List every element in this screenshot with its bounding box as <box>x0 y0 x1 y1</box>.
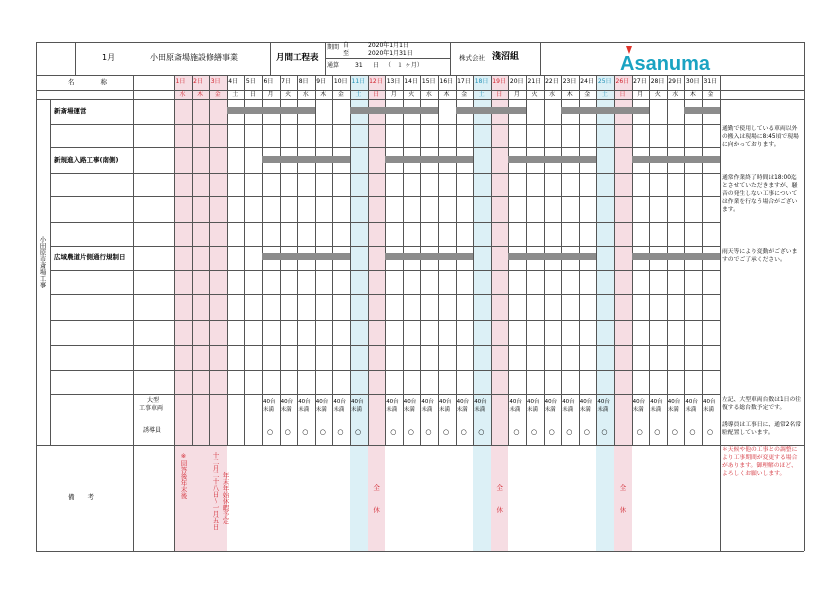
weekday-label: 月 <box>267 90 274 98</box>
closed-note: 全休 <box>618 484 627 529</box>
day-divider <box>667 75 668 445</box>
truck-count: 未満 <box>562 407 574 413</box>
day-divider <box>315 75 316 445</box>
weekday-label: 土 <box>478 90 485 98</box>
weekday-label: 木 <box>197 90 204 98</box>
row-divider <box>50 294 720 295</box>
day-divider <box>244 75 245 445</box>
to-label: 至 <box>343 50 350 57</box>
schedule-bar <box>632 156 720 163</box>
weekday-label: 金 <box>584 90 591 98</box>
day-number: 23日 <box>562 78 577 85</box>
truck-count: 未満 <box>474 407 486 413</box>
day-divider <box>579 75 580 445</box>
day-divider <box>632 75 633 445</box>
day-number: 11日 <box>351 78 366 85</box>
period-label: 期間 <box>327 44 340 51</box>
truck-count: 未満 <box>315 407 327 413</box>
side-note: 通勤で使用している車両以外の搬入は現場に8:45頃で現場に向かっております。 <box>722 126 799 148</box>
day-number: 16日 <box>439 78 454 85</box>
day-number: 31日 <box>703 78 718 85</box>
guard-mark: ○ <box>425 428 432 436</box>
truck-count: 40台 <box>544 399 558 405</box>
day-number: 20日 <box>509 78 524 85</box>
guard-mark: ○ <box>319 428 326 436</box>
border <box>804 42 805 551</box>
truck-count: 40台 <box>597 399 610 405</box>
truck-count: 未満 <box>333 407 345 413</box>
logo-mark-icon <box>618 44 738 74</box>
truck-count: 未満 <box>703 407 715 413</box>
day-number: 9日 <box>316 78 327 85</box>
day-divider <box>368 75 369 445</box>
side-note: 左記、大型車両台数は1日の往復する総台数予定です。 <box>722 397 802 411</box>
schedule-bar <box>508 156 596 163</box>
guard-mark: ○ <box>636 428 643 436</box>
day-number: 18日 <box>474 78 489 85</box>
truck-count: 40台 <box>667 399 681 405</box>
row-divider <box>50 222 720 223</box>
day-divider <box>403 75 404 445</box>
weekday-label: 木 <box>689 90 696 98</box>
divider <box>270 42 271 75</box>
guard-mark: ○ <box>460 428 467 436</box>
day-number: 15日 <box>421 78 436 85</box>
truck-count: 40台 <box>650 399 663 405</box>
from-date: 2020年1月1日 <box>368 42 409 49</box>
day-number: 8日 <box>298 78 309 85</box>
border <box>36 42 804 43</box>
guard-mark: ○ <box>302 428 309 436</box>
guard-mark: ○ <box>513 428 520 436</box>
day-divider <box>192 75 193 445</box>
weekday-label: 日 <box>249 90 256 98</box>
day-number: 10日 <box>333 78 348 85</box>
truck-count: 未満 <box>544 407 556 413</box>
row-divider <box>50 147 720 148</box>
guard-mark: ○ <box>531 428 538 436</box>
schedule-bar <box>385 156 473 163</box>
day-divider <box>544 75 545 445</box>
day-divider <box>684 75 685 445</box>
day-number: 14日 <box>404 78 418 85</box>
truck-count: 未満 <box>298 407 310 413</box>
schedule-bar <box>561 107 649 114</box>
weekday-label: 木 <box>320 90 327 98</box>
guard-mark: ○ <box>355 428 362 436</box>
truck-count: 40台 <box>403 399 417 405</box>
schedule-bar <box>262 253 350 260</box>
day-divider <box>262 75 263 445</box>
truck-count: 40台 <box>579 399 593 405</box>
divider <box>36 445 804 446</box>
schedule-row-label: 新規進入路工事(南側) <box>54 156 119 164</box>
guard-mark: ○ <box>583 428 590 436</box>
side-note: ＊天候や他の工事との調整により工事期間が変更する場合があります。御理解のほど、よろしくお願いします。 <box>722 447 798 477</box>
day-number: 21日 <box>527 78 542 85</box>
truck-count: 40台 <box>474 399 487 405</box>
truck-count: 未満 <box>421 407 433 413</box>
weekday-label: 木 <box>443 90 450 98</box>
truck-count: 40台 <box>632 399 646 405</box>
guard-mark: ○ <box>671 428 678 436</box>
day-divider <box>614 75 615 445</box>
row-divider <box>50 345 720 346</box>
guard-row-label: 誘導員 <box>143 427 162 434</box>
weekday-label: 水 <box>302 90 309 98</box>
newyear-note: 年末年始休暇予定 <box>221 472 230 524</box>
day-number: 12日 <box>369 78 383 85</box>
total-label: 通算 <box>327 62 340 69</box>
day-divider <box>209 75 210 445</box>
weekday-label: 水 <box>179 90 186 98</box>
side-note: 誘導員は工事日に、通常2名常駐配置しています。 <box>722 422 802 436</box>
truck-count: 未満 <box>386 407 398 413</box>
divider <box>540 42 541 75</box>
schedule-bar <box>456 107 526 114</box>
weekday-label: 金 <box>214 90 221 98</box>
day-divider <box>508 75 509 445</box>
truck-count: 40台 <box>685 399 698 405</box>
truck-count: 40台 <box>562 399 575 405</box>
newyear-note: 十二月二十八日～一月五日 <box>211 452 220 530</box>
project-name: 小田原斎場施設修繕事業 <box>150 53 238 62</box>
weekday-label: 土 <box>232 90 239 98</box>
truck-count: 未満 <box>650 407 662 413</box>
day-divider <box>420 75 421 445</box>
schedule-bar <box>508 253 596 260</box>
day-divider <box>526 75 527 445</box>
total-days: 31 <box>355 62 363 69</box>
day-divider <box>649 75 650 445</box>
truck-row-label: 工事車両 <box>139 405 164 412</box>
to-date: 2020年1月31日 <box>368 50 413 57</box>
truck-count: 未満 <box>509 407 521 413</box>
weekday-label: 日 <box>619 90 626 98</box>
truck-count: 40台 <box>263 399 276 405</box>
side-note: 雨天等により変動がございますのでご了承ください。 <box>722 249 798 263</box>
day-number: 26日 <box>615 78 630 85</box>
day-divider <box>702 75 703 445</box>
truck-count: 40台 <box>333 399 346 405</box>
doc-title: 月間工程表 <box>276 53 319 63</box>
day-number: 22日 <box>545 78 559 85</box>
day-divider <box>561 75 562 445</box>
guard-mark: ○ <box>284 428 291 436</box>
guard-mark: ○ <box>267 428 274 436</box>
weekday-label: 土 <box>355 90 362 98</box>
day-number: 7日 <box>281 78 291 85</box>
truck-count: 未満 <box>456 407 468 413</box>
truck-count: 未満 <box>685 407 697 413</box>
row-divider <box>50 370 720 371</box>
day-number: 17日 <box>457 78 471 85</box>
weekday-label: 土 <box>601 90 608 98</box>
weekday-label: 金 <box>707 90 714 98</box>
day-divider <box>596 75 597 445</box>
truck-count: 未満 <box>403 407 415 413</box>
day-divider <box>350 75 351 445</box>
day-number: 5日 <box>245 78 256 85</box>
guard-mark: ○ <box>337 428 344 436</box>
guard-mark: ○ <box>407 428 414 436</box>
from-label: 自 <box>343 42 350 49</box>
row-divider <box>50 270 720 271</box>
remarks-label: 備 考 <box>68 493 94 501</box>
weekday-label: 火 <box>285 90 292 98</box>
guard-mark: ○ <box>707 428 714 436</box>
truck-count: 40台 <box>509 399 522 405</box>
closed-note: 全休 <box>495 484 504 529</box>
schedule-bar <box>385 253 473 260</box>
truck-count: 40台 <box>456 399 470 405</box>
day-number: 25日 <box>597 78 612 85</box>
divider <box>450 42 451 75</box>
truck-count: 40台 <box>703 399 716 405</box>
day-number: 3日 <box>210 78 221 85</box>
guard-mark: ○ <box>548 428 555 436</box>
schedule-bar <box>262 156 350 163</box>
truck-count: 40台 <box>386 399 399 405</box>
guard-mark: ○ <box>443 428 450 436</box>
weekday-label: 月 <box>637 90 644 98</box>
row-divider <box>50 394 720 395</box>
day-number: 2日 <box>193 78 203 85</box>
row-divider <box>50 124 720 125</box>
logo-text: Asanuma <box>620 53 711 74</box>
schedule-row-label: 新斎場運営 <box>54 107 87 115</box>
weekday-label: 金 <box>337 90 344 98</box>
day-divider <box>280 75 281 445</box>
weekday-label: 金 <box>461 90 468 98</box>
day-divider <box>456 75 457 445</box>
truck-count: 40台 <box>421 399 434 405</box>
guard-mark: ○ <box>390 428 397 436</box>
day-number: 27日 <box>633 78 647 85</box>
row-divider <box>50 173 720 174</box>
day-number: 6日 <box>263 78 274 85</box>
truck-count: 40台 <box>280 399 294 405</box>
border <box>36 42 37 551</box>
weekday-label: 木 <box>566 90 573 98</box>
day-number: 4日 <box>228 78 239 85</box>
truck-count: 未満 <box>527 407 539 413</box>
day-number: 19日 <box>492 78 506 85</box>
schedule-row-label: 広域農道片側通行規制日 <box>54 253 126 261</box>
day-number: 29日 <box>668 78 682 85</box>
day-number: 28日 <box>650 78 665 85</box>
day-number: 13日 <box>386 78 401 85</box>
day-divider <box>297 75 298 445</box>
day-divider <box>438 75 439 445</box>
weekday-label: 日 <box>496 90 503 98</box>
company-name: 淺沼組 <box>492 52 520 62</box>
months-label: （ １ ヶ月） <box>385 62 423 69</box>
guard-mark: ○ <box>478 428 485 436</box>
day-number: 24日 <box>580 78 594 85</box>
side-note: 通常作業終了時間は18:00迄とさせていただきますが、騒音の発生しない工事については作業を行なう場合がございます。 <box>722 175 798 213</box>
weekday-label: 月 <box>390 90 397 98</box>
truck-count: 40台 <box>527 399 540 405</box>
name-header: 名 称 <box>68 78 107 86</box>
day-divider <box>332 75 333 445</box>
weekday-label: 火 <box>654 90 661 98</box>
month-label: 1月 <box>102 53 116 62</box>
guard-mark: ○ <box>654 428 661 436</box>
divider <box>720 75 721 551</box>
schedule-bar <box>684 107 719 114</box>
row-divider <box>50 196 720 197</box>
truck-count: 未満 <box>579 407 591 413</box>
schedule-bar <box>227 107 315 114</box>
day-divider <box>385 75 386 445</box>
truck-count: 40台 <box>439 399 452 405</box>
newyear-note: ※回答後年末後 <box>179 452 188 499</box>
row-divider <box>50 320 720 321</box>
day-number: 1日 <box>175 78 186 85</box>
weekday-label: 月 <box>513 90 520 98</box>
row-divider <box>50 246 720 247</box>
weekday-label: 水 <box>549 90 556 98</box>
guard-mark: ○ <box>566 428 573 436</box>
weekday-label: 水 <box>425 90 432 98</box>
truck-count: 40台 <box>351 399 364 405</box>
schedule-bar <box>632 253 720 260</box>
truck-count: 未満 <box>667 407 679 413</box>
closed-note: 全休 <box>372 484 381 529</box>
truck-count: 未満 <box>597 407 609 413</box>
border <box>36 551 804 552</box>
guard-mark: ○ <box>689 428 696 436</box>
day-divider <box>227 75 228 445</box>
day-divider <box>473 75 474 445</box>
weekday-label: 火 <box>408 90 415 98</box>
company-prefix: 株式会社 <box>459 54 485 62</box>
truck-row-label: 大型 <box>147 397 160 404</box>
day-number: 30日 <box>685 78 700 85</box>
day-unit: 日 <box>373 62 380 69</box>
truck-count: 40台 <box>315 399 329 405</box>
truck-count: 未満 <box>439 407 451 413</box>
company-logo <box>618 44 738 74</box>
truck-count: 40台 <box>298 399 311 405</box>
schedule-bar <box>350 107 438 114</box>
weekday-label: 火 <box>531 90 538 98</box>
weekday-label: 水 <box>672 90 679 98</box>
group-label: 小田原市斎場工事 <box>38 236 47 288</box>
truck-count: 未満 <box>632 407 644 413</box>
divider <box>325 58 450 59</box>
truck-count: 未満 <box>263 407 275 413</box>
guard-mark: ○ <box>601 428 608 436</box>
weekday-label: 日 <box>373 90 380 98</box>
truck-count: 未満 <box>280 407 292 413</box>
truck-count: 未満 <box>351 407 363 413</box>
day-divider <box>491 75 492 445</box>
divider <box>75 42 76 75</box>
